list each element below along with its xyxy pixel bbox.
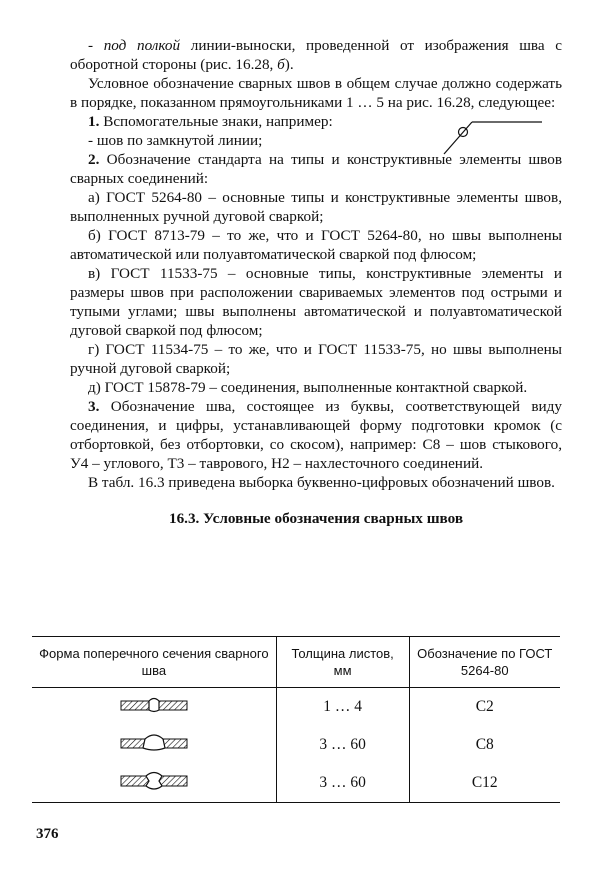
paragraph-9: г) ГОСТ 11534-75 – то же, что и ГОСТ 11533-75, но швы выполнены ручной дуговой сваркой;	[70, 341, 562, 377]
weld-symbols-table	[32, 636, 560, 803]
header-thickness: Толщина листов, мм	[276, 637, 409, 688]
table-caption: 16.3. Условные обозначения сварных швов	[168, 510, 464, 527]
closed-seam-symbol-icon	[442, 112, 552, 156]
paragraph-4: - шов по замкнутой линии;	[88, 132, 263, 149]
cell-code: С12	[471, 774, 498, 791]
table-row	[32, 688, 560, 727]
paragraph-7: б) ГОСТ 8713-79 – то же, что и ГОСТ 5264-80, но швы выполнены автоматической или полуавтоматической сваркой под флюсом;	[70, 227, 562, 263]
table-row	[32, 764, 560, 803]
paragraph-1: - под полкой линии-выноски, проведенной от изображения шва с оборотной стороны (рис. 16.28, б).	[70, 37, 563, 73]
page-body	[70, 36, 562, 528]
paragraph-10: д) ГОСТ 15878-79 – соединения, выполненные контактной сваркой.	[88, 379, 528, 396]
paragraph-11: 3. Обозначение шва, состоящее из буквы, соответствующей виду соединения, и цифры, устанавливающей форму подготовки кромок (с отбортовкой, без отбортовки, со скосом), например: С8 – шов стыкового, У4 – углового, Т3 – таврового, Н2 – нахлесточного соединений.	[70, 398, 562, 472]
header-designation: Обозначение по ГОСТ 5264-80	[417, 646, 553, 678]
header-cross-section: Форма поперечного сечения сварного шва	[39, 646, 269, 678]
paragraph-5: 2. Обозначение стандарта на типы и конструктивные элементы швов сварных соединений:	[70, 151, 562, 187]
cell-thickness: 1 … 4	[276, 688, 409, 727]
cell-code: С8	[475, 736, 494, 753]
paragraph-3: 1. Вспомогательные знаки, например:	[88, 113, 333, 130]
weld-section-c12-icon	[32, 764, 276, 803]
cell-thickness: 3 … 60	[276, 764, 409, 803]
cell-code: С2	[475, 698, 494, 715]
weld-section-c8-icon	[32, 726, 276, 764]
paragraph-8: в) ГОСТ 11533-75 – основные типы, конструктивные элементы и размеры швов при расположении свариваемых элементов под острыми и тупыми углами; швы выполнены автоматической и полуавтоматической дуговой сваркой под флюсом;	[70, 265, 562, 339]
table-row	[32, 726, 560, 764]
paragraph-2: Условное обозначение сварных швов в общем случае должно содержать в порядке, показанном прямоугольниками 1 … 5 на рис. 16.28, следующее:	[70, 75, 562, 111]
paragraph-6: а) ГОСТ 5264-80 – основные типы и конструктивные элементы швов, выполненных ручной дуговой сваркой;	[70, 189, 562, 225]
table-header-row	[32, 637, 560, 688]
cell-thickness: 3 … 60	[276, 726, 409, 764]
paragraph-12: В табл. 16.3 приведена выборка буквенно-цифровых обозначений швов.	[88, 474, 555, 491]
page-number: 376	[36, 826, 59, 842]
weld-section-c2-icon	[32, 688, 276, 727]
